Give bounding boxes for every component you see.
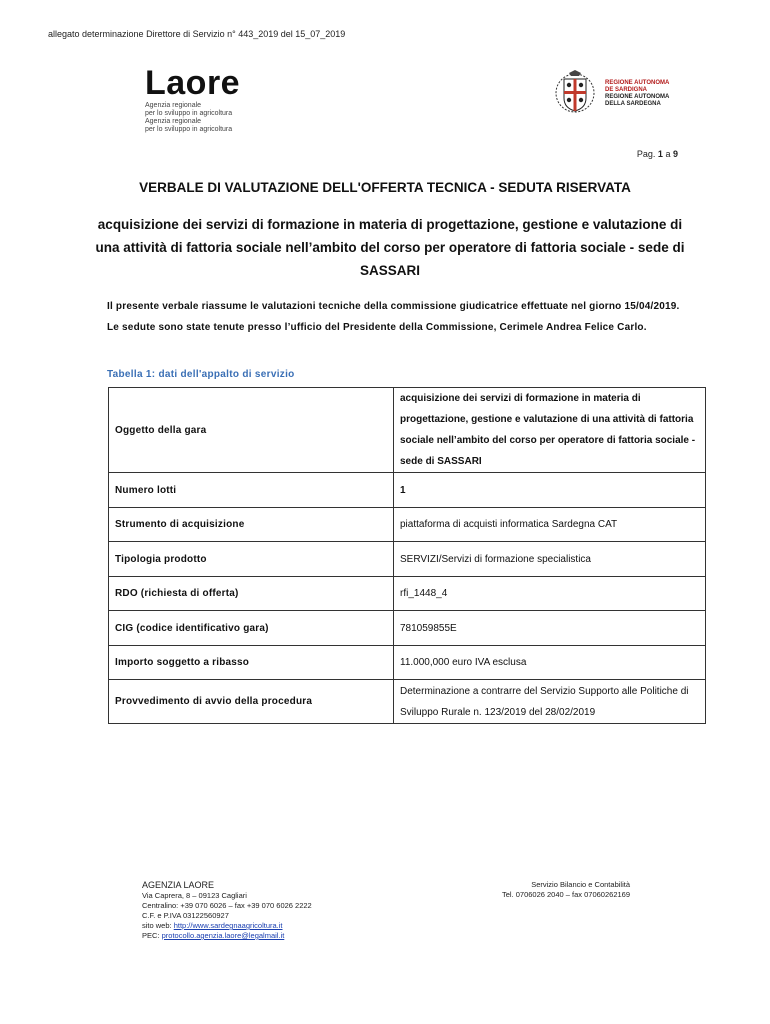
footer-service: [474, 880, 630, 900]
footer-web-label: sito web:: [142, 921, 172, 930]
footer-web: [142, 921, 312, 931]
table-value: 781059855E: [394, 611, 706, 646]
table-row: [109, 473, 706, 508]
table-key: Strumento di acquisizione: [109, 508, 394, 542]
page-prefix: Pag.: [636, 149, 656, 159]
table-caption: Tabella 1: dati dell'appalto di servizio: [107, 369, 295, 380]
footer-web-link[interactable]: http://www.sardegnaagricoltura.it: [173, 921, 283, 930]
regione-logo-line: REGIONE AUTONOMA: [605, 94, 670, 100]
table-key: Tipologia prodotto: [109, 542, 394, 577]
table-value: Determinazione a contrarre del Servizio Supporto alle Politiche di Sviluppo Rurale n. 123/2019 del 28/02/2019: [394, 680, 706, 724]
regione-sardegna-logo: [553, 70, 688, 116]
footer-pec-link[interactable]: protocollo.agenzia.laore@legalmail.it: [161, 931, 285, 940]
table-value: rfi_1448_4: [394, 577, 706, 611]
header-note: allegato determinazione Direttore di Servizio n° 443_2019 del 15_07_2019: [48, 29, 346, 39]
table-row: [109, 508, 706, 542]
footer-phone: Centralino: +39 070 6026 – fax +39 070 6026 2222: [142, 901, 312, 910]
table-value: SERVIZI/Servizi di formazione specialistica: [394, 542, 706, 577]
table-value: 1: [394, 473, 706, 508]
footer-address: Via Caprera, 8 – 09123 Cagliari: [142, 891, 247, 900]
table-row: [109, 577, 706, 611]
laore-logo: [145, 66, 275, 138]
document-subtitle: acquisizione dei servizi di formazione in materia di progettazione, gestione e valutazione di una attività di fattoria sociale nell’ambito del corso per operatore di fattoria sociale - sede di SASSARI: [95, 217, 685, 278]
intro-paragraph: Il presente verbale riassume le valutazioni tecniche della commissione giudicatrice effettuate nel giorno 15/04/2019. Le sedute sono state tenute presso l’ufficio del Presidente della Commissione, Cerimele Andrea Felice Carlo.: [107, 301, 680, 333]
table-key: CIG (codice identificativo gara): [109, 611, 394, 646]
table-row: [109, 646, 706, 680]
regione-emblem-icon: [553, 70, 597, 116]
regione-logo-line: DELLA SARDEGNA: [605, 101, 661, 107]
table-value: acquisizione dei servizi di formazione in materia di progettazione, gestione e valutazione di una attività di fattoria sociale nell’ambito del corso per operatore di fattoria sociale - sede di SASSARI: [394, 388, 706, 473]
footer-service-name: Servizio Bilancio e Contabilità: [531, 880, 630, 889]
page-current: 1: [657, 149, 663, 159]
laore-logo-tagline: [145, 102, 275, 134]
footer-agency: AGENZIA LAORE: [142, 880, 215, 890]
table-key: Provvedimento di avvio della procedura: [109, 680, 394, 724]
page-separator: a: [665, 149, 671, 159]
laore-tagline-line: per lo sviluppo in agricoltura: [145, 126, 233, 133]
table-row: [109, 611, 706, 646]
laore-logo-wordmark: Laore: [145, 64, 241, 102]
footer-pec-label: PEC:: [142, 931, 160, 940]
table-key: Numero lotti: [109, 473, 394, 508]
table-key: Importo soggetto a ribasso: [109, 646, 394, 680]
table-value: 11.000,000 euro IVA esclusa: [394, 646, 706, 680]
regione-logo-text: [605, 80, 669, 108]
laore-tagline-line: per lo sviluppo in agricoltura: [145, 110, 233, 117]
table-row: [109, 388, 706, 473]
table-key: Oggetto della gara: [109, 388, 394, 473]
regione-logo-line: REGIONE AUTONOMA: [605, 80, 670, 86]
footer-contact: [142, 880, 312, 941]
laore-tagline-line: Agenzia regionale: [145, 118, 202, 125]
regione-logo-line: DE SARDIGNA: [605, 87, 648, 93]
page-number: [637, 149, 678, 159]
table-row: [109, 680, 706, 724]
table-value: piattaforma di acquisti informatica Sardegna CAT: [394, 508, 706, 542]
footer-pec: [142, 931, 312, 941]
footer-fiscal: C.F. e P.IVA 03122560927: [142, 911, 229, 920]
laore-tagline-line: Agenzia regionale: [145, 102, 202, 109]
table-key: RDO (richiesta di offerta): [109, 577, 394, 611]
table-row: [109, 542, 706, 577]
contract-data-table: [108, 387, 706, 724]
document-title: VERBALE DI VALUTAZIONE DELL'OFFERTA TECNICA - SEDUTA RISERVATA: [139, 180, 631, 195]
page-total: 9: [672, 149, 678, 159]
footer-service-phone: Tel. 0706026 2040 – fax 07060262169: [501, 890, 630, 899]
